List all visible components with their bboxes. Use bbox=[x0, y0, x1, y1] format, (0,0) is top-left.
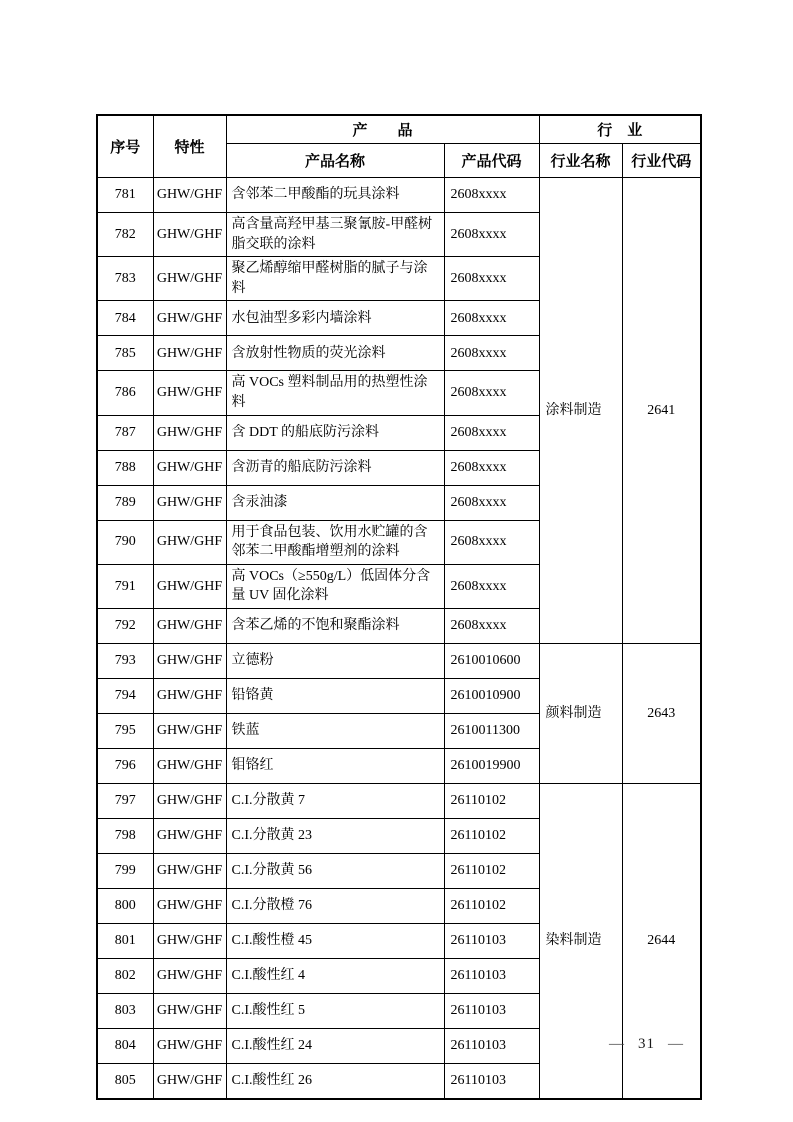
product-name-cell: 含汞油漆 bbox=[226, 485, 444, 520]
product-name-cell: 含 DDT 的船底防污涂料 bbox=[226, 415, 444, 450]
trait-cell: GHW/GHF bbox=[153, 608, 226, 643]
product-name-cell: C.I.酸性红 24 bbox=[226, 1028, 444, 1063]
header-product-code: 产品代码 bbox=[444, 144, 539, 178]
industry-code-cell: 2643 bbox=[622, 643, 701, 783]
trait-cell: GHW/GHF bbox=[153, 1028, 226, 1063]
product-name-cell: C.I.酸性红 4 bbox=[226, 958, 444, 993]
page-number-value: 31 bbox=[638, 1036, 655, 1052]
product-code-cell: 2608xxxx bbox=[444, 371, 539, 415]
seq-cell: 798 bbox=[97, 818, 153, 853]
hazard-products-table bbox=[96, 114, 702, 1100]
product-name-cell: 钼铬红 bbox=[226, 748, 444, 783]
trait-cell: GHW/GHF bbox=[153, 993, 226, 1028]
trait-cell: GHW/GHF bbox=[153, 958, 226, 993]
product-code-cell: 2608xxxx bbox=[444, 301, 539, 336]
trait-cell: GHW/GHF bbox=[153, 643, 226, 678]
product-name-cell: 聚乙烯醇缩甲醛树脂的腻子与涂料 bbox=[226, 257, 444, 301]
industry-code-cell: 2644 bbox=[622, 783, 701, 1099]
trait-cell: GHW/GHF bbox=[153, 520, 226, 564]
product-code-cell: 2608xxxx bbox=[444, 336, 539, 371]
table-header bbox=[97, 115, 701, 178]
seq-cell: 782 bbox=[97, 213, 153, 257]
seq-cell: 792 bbox=[97, 608, 153, 643]
trait-cell: GHW/GHF bbox=[153, 213, 226, 257]
header-product-name: 产品名称 bbox=[226, 144, 444, 178]
seq-cell: 799 bbox=[97, 853, 153, 888]
product-code-cell: 2610019900 bbox=[444, 748, 539, 783]
seq-cell: 801 bbox=[97, 923, 153, 958]
page-number-dash-right: — bbox=[668, 1036, 684, 1052]
product-name-cell: C.I.分散黄 23 bbox=[226, 818, 444, 853]
product-code-cell: 2608xxxx bbox=[444, 520, 539, 564]
product-name-cell: 用于食品包装、饮用水贮罐的含邻苯二甲酸酯增塑剂的涂料 bbox=[226, 520, 444, 564]
seq-cell: 785 bbox=[97, 336, 153, 371]
trait-cell: GHW/GHF bbox=[153, 257, 226, 301]
trait-cell: GHW/GHF bbox=[153, 301, 226, 336]
industry-name-cell: 涂料制造 bbox=[539, 178, 622, 644]
product-code-cell: 2608xxxx bbox=[444, 564, 539, 608]
trait-cell: GHW/GHF bbox=[153, 853, 226, 888]
table-body bbox=[97, 178, 701, 1099]
seq-cell: 797 bbox=[97, 783, 153, 818]
seq-cell: 781 bbox=[97, 178, 153, 213]
product-code-cell: 2608xxxx bbox=[444, 485, 539, 520]
trait-cell: GHW/GHF bbox=[153, 713, 226, 748]
product-name-cell: C.I.酸性红 26 bbox=[226, 1063, 444, 1099]
trait-cell: GHW/GHF bbox=[153, 178, 226, 213]
product-name-cell: C.I.分散黄 56 bbox=[226, 853, 444, 888]
trait-cell: GHW/GHF bbox=[153, 336, 226, 371]
product-code-cell: 26110103 bbox=[444, 993, 539, 1028]
seq-cell: 802 bbox=[97, 958, 153, 993]
product-name-cell: C.I.分散黄 7 bbox=[226, 783, 444, 818]
product-name-cell: 含苯乙烯的不饱和聚酯涂料 bbox=[226, 608, 444, 643]
seq-cell: 805 bbox=[97, 1063, 153, 1099]
product-code-cell: 2608xxxx bbox=[444, 608, 539, 643]
trait-cell: GHW/GHF bbox=[153, 485, 226, 520]
header-industry-code: 行业代码 bbox=[622, 144, 701, 178]
seq-cell: 803 bbox=[97, 993, 153, 1028]
seq-cell: 787 bbox=[97, 415, 153, 450]
product-code-cell: 2610010900 bbox=[444, 678, 539, 713]
seq-cell: 786 bbox=[97, 371, 153, 415]
industry-name-cell: 颜料制造 bbox=[539, 643, 622, 783]
seq-cell: 794 bbox=[97, 678, 153, 713]
seq-cell: 800 bbox=[97, 888, 153, 923]
product-code-cell: 2608xxxx bbox=[444, 450, 539, 485]
trait-cell: GHW/GHF bbox=[153, 888, 226, 923]
trait-cell: GHW/GHF bbox=[153, 923, 226, 958]
trait-cell: GHW/GHF bbox=[153, 1063, 226, 1099]
seq-cell: 795 bbox=[97, 713, 153, 748]
product-code-cell: 2608xxxx bbox=[444, 178, 539, 213]
header-group-industry: 行 业 bbox=[539, 115, 701, 144]
seq-cell: 789 bbox=[97, 485, 153, 520]
trait-cell: GHW/GHF bbox=[153, 783, 226, 818]
product-name-cell: C.I.分散橙 76 bbox=[226, 888, 444, 923]
trait-cell: GHW/GHF bbox=[153, 371, 226, 415]
seq-cell: 796 bbox=[97, 748, 153, 783]
product-name-cell: 含放射性物质的荧光涂料 bbox=[226, 336, 444, 371]
seq-cell: 784 bbox=[97, 301, 153, 336]
product-code-cell: 26110102 bbox=[444, 888, 539, 923]
trait-cell: GHW/GHF bbox=[153, 450, 226, 485]
seq-cell: 790 bbox=[97, 520, 153, 564]
table-row bbox=[97, 178, 701, 213]
product-code-cell: 2610011300 bbox=[444, 713, 539, 748]
product-name-cell: 高 VOCs 塑料制品用的热塑性涂料 bbox=[226, 371, 444, 415]
product-code-cell: 2608xxxx bbox=[444, 213, 539, 257]
product-name-cell: 含沥青的船底防污涂料 bbox=[226, 450, 444, 485]
product-code-cell: 2608xxxx bbox=[444, 257, 539, 301]
header-trait: 特性 bbox=[153, 115, 226, 178]
trait-cell: GHW/GHF bbox=[153, 818, 226, 853]
seq-cell: 791 bbox=[97, 564, 153, 608]
product-code-cell: 26110102 bbox=[444, 853, 539, 888]
table-row bbox=[97, 783, 701, 818]
product-name-cell: 立德粉 bbox=[226, 643, 444, 678]
product-name-cell: 铅铬黄 bbox=[226, 678, 444, 713]
seq-cell: 788 bbox=[97, 450, 153, 485]
industry-name-cell: 染料制造 bbox=[539, 783, 622, 1099]
header-industry-name: 行业名称 bbox=[539, 144, 622, 178]
page-number bbox=[596, 1036, 697, 1053]
page-number-dash-left: — bbox=[609, 1036, 625, 1052]
product-code-cell: 26110102 bbox=[444, 783, 539, 818]
product-code-cell: 26110102 bbox=[444, 818, 539, 853]
product-name-cell: 高 VOCs（≥550g/L）低固体分含量 UV 固化涂料 bbox=[226, 564, 444, 608]
seq-cell: 804 bbox=[97, 1028, 153, 1063]
product-name-cell: 水包油型多彩内墙涂料 bbox=[226, 301, 444, 336]
seq-cell: 783 bbox=[97, 257, 153, 301]
trait-cell: GHW/GHF bbox=[153, 415, 226, 450]
header-group-product: 产 品 bbox=[226, 115, 539, 144]
table-row bbox=[97, 643, 701, 678]
product-code-cell: 26110103 bbox=[444, 1028, 539, 1063]
product-code-cell: 26110103 bbox=[444, 923, 539, 958]
trait-cell: GHW/GHF bbox=[153, 564, 226, 608]
trait-cell: GHW/GHF bbox=[153, 748, 226, 783]
product-name-cell: 含邻苯二甲酸酯的玩具涂料 bbox=[226, 178, 444, 213]
seq-cell: 793 bbox=[97, 643, 153, 678]
product-name-cell: C.I.酸性红 5 bbox=[226, 993, 444, 1028]
product-name-cell: 铁蓝 bbox=[226, 713, 444, 748]
product-code-cell: 26110103 bbox=[444, 958, 539, 993]
product-name-cell: 高含量高羟甲基三聚氰胺-甲醛树脂交联的涂料 bbox=[226, 213, 444, 257]
product-name-cell: C.I.酸性橙 45 bbox=[226, 923, 444, 958]
header-row-groups bbox=[97, 115, 701, 144]
product-code-cell: 26110103 bbox=[444, 1063, 539, 1099]
product-code-cell: 2610010600 bbox=[444, 643, 539, 678]
industry-code-cell: 2641 bbox=[622, 178, 701, 644]
product-code-cell: 2608xxxx bbox=[444, 415, 539, 450]
header-seq: 序号 bbox=[97, 115, 153, 178]
trait-cell: GHW/GHF bbox=[153, 678, 226, 713]
